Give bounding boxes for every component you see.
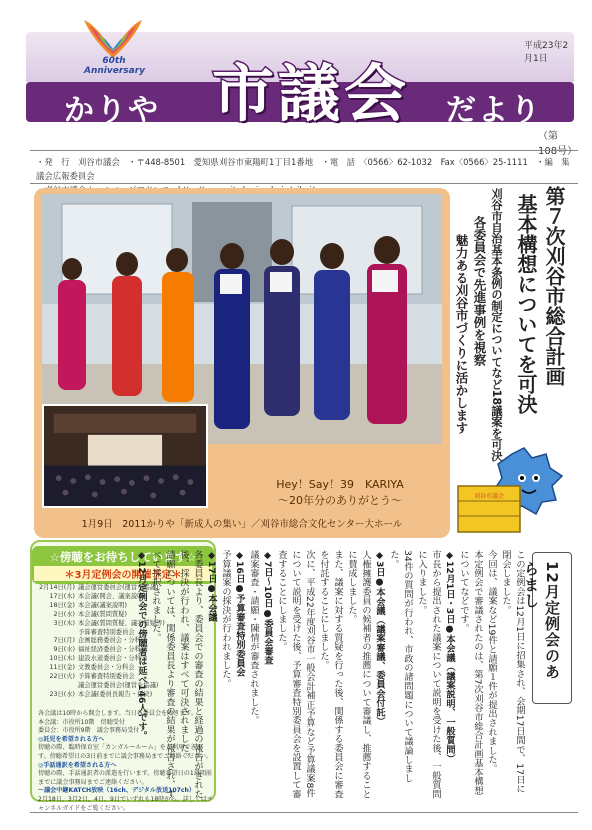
masthead xyxy=(26,10,578,157)
body-paragraph: 次に、平成22年度刈谷市一般会計補正予算など予算議案8件について説明を受けた後、予算審査特別委員会を設置して審査することにしました。 xyxy=(276,550,315,799)
body-heading: ◆17日●本会議 xyxy=(206,550,217,622)
title-dayori: だより xyxy=(446,93,542,128)
photo-caption: 1月9日 2011かりや「新成人の集い」／刈谷市総合文化センター大ホール xyxy=(81,519,403,530)
note-line: 本会議：市役所10階 傍聴受付 xyxy=(38,718,125,726)
schedule-text: 企画総務委員会・分科会 xyxy=(78,637,148,645)
divider xyxy=(30,150,578,151)
subheadline-3: 魅力ある刈谷市づくりに活かします xyxy=(454,234,469,434)
body-heading: ◆7日～10日●委員会審査 xyxy=(262,550,273,665)
body-heading: ◆3日●本会議（議案審議、委員会付託） xyxy=(374,550,385,726)
schedule-text: 建設水道委員会・分科会 xyxy=(78,655,148,663)
caption-subtitle-line: ～20年分のありがとう～ xyxy=(278,494,402,507)
schedule-text: 議会運営委員会(運営を協議) xyxy=(78,584,159,591)
subheadline-1: 刈谷市自治基本条例の制定についてなど18議案を可決 xyxy=(490,188,503,462)
note-line: 2月18日、3月2日、4日、9日でいずれも18時から。詳しくはチャンネルガイドをご覧ください。 xyxy=(38,795,214,812)
schedule-date: 17日(木) xyxy=(49,592,75,600)
schedule-text: 本会議(質問質疑) xyxy=(78,610,127,618)
title-kariya: かりや xyxy=(64,93,160,128)
schedule-text: 文教委員会・分科会 xyxy=(78,664,135,672)
schedule-text: 本会議(質問質疑、議案質疑等) xyxy=(78,619,165,627)
schedule-text: 本会議(開会、議案説明) xyxy=(78,592,146,600)
section-body xyxy=(136,550,526,800)
body-paragraph: 人権擁護委員の候補者の推薦について審議し、推薦することに賛成しました。 xyxy=(346,550,371,799)
schedule-date: 7日(月) xyxy=(53,637,75,645)
body-paragraph: 本定例会で審議されたのは、第7次刈谷市総合計画基本構想についてなどです。 xyxy=(458,550,483,796)
body-paragraph: 議案審査・請願・陳情が審査されました。 xyxy=(248,550,259,725)
photo-caption-title xyxy=(240,477,440,509)
schedule-text: 福祉経済委員会・分科会 xyxy=(78,646,148,654)
schedule-text: 予算審査特別委員会 xyxy=(78,628,135,636)
schedule-text: 議会運営委員会(運営を協議) xyxy=(78,681,159,689)
schedule-text: 本会議(委員長報告・採決) xyxy=(78,690,153,698)
divider xyxy=(30,812,578,813)
mascot-illustration xyxy=(452,446,564,536)
schedule-date: 18日(金) xyxy=(49,601,75,609)
notice-title: ☆傍聴をお待ちしています☆ xyxy=(49,550,197,564)
note-line: 各会議は10時から開会します。当日各委員会を除きます。 xyxy=(38,710,198,717)
hall-photo xyxy=(42,404,208,508)
note-line: 傍聴の際、臨時保育室「カンガルールーム」をご利用できます。傍聴希望日の3日前までに議会事務局までご連絡ください。 xyxy=(38,744,213,760)
publisher-line: ・発 行 刈谷市議会 ・〒448-8501 愛知県刈谷市東陽町1丁目1番地 ・電 話 〈0566〉62-1032 Fax〈0566〉25-1111 ・編 集 議会広報委員会 xyxy=(36,157,579,181)
schedule-date: 23日(水) xyxy=(49,690,75,698)
note-line: 委員会：市役所9階 議会事務局受付 xyxy=(38,727,140,735)
body-paragraph: また、議案に対する質疑を行った後、関係する委員会に審査を付託することにしました。 xyxy=(318,550,343,799)
schedule-text: 予算審査特別委員会 xyxy=(78,673,135,681)
body-heading: ◆12月定例会での傍聴者は延べ146人です。 xyxy=(136,550,147,741)
notice-subtitle: ＊3月定例会の開催予定＊ xyxy=(34,566,212,581)
headline-line-1: 第７次刈谷市総合計画 xyxy=(542,186,566,386)
schedule-date: 2月14日(月) xyxy=(39,584,75,591)
body-paragraph: 各委員長より、委員会での審査の結果と経過の報告がされた後、採決が行われ、議案はすべて可決されました。 xyxy=(178,550,203,799)
body-paragraph: 予算議案の採決が行われました。 xyxy=(220,550,231,688)
body-paragraph: この定例会は12月1日に招集され、会期17日間で、17日に閉会しました。 xyxy=(500,550,525,794)
section-title: 12月定例会のあらまし xyxy=(532,552,572,704)
logo-text: 60th Anniversary xyxy=(84,56,146,76)
schedule-date: 3日(木) xyxy=(53,619,75,627)
schedule-date: 11日(金) xyxy=(49,664,75,672)
body-paragraph: 市長から提出された議案について説明を受けた後、一般質問に入りました。 xyxy=(416,550,441,799)
schedule-text: 本会議(議案説明) xyxy=(78,601,127,609)
issue-number: （第108号） xyxy=(538,131,578,157)
body-paragraph: 請願については、関係委員長より審査の結果が報告され、すべて採択されました。 xyxy=(150,550,175,799)
caption-title-line: Hey！Say！39 KARIYA xyxy=(276,478,404,491)
note-heading: ◎手話通訳を希望される方へ xyxy=(38,761,117,769)
body-heading: ◆12月1日・3日●本会議（議案説明、一般質問） xyxy=(444,550,455,764)
schedule-date: 22日(火) xyxy=(49,673,75,681)
body-heading: ◆16日●予算審査特別委員会 xyxy=(234,550,245,677)
svg-text:刈谷市議会: 刈谷市議会 xyxy=(473,493,505,500)
divider xyxy=(30,183,578,184)
body-paragraph: 34件の質問が行われ、市政の諸問題について議論しました。 xyxy=(388,550,413,783)
note-line: 傍聴の際、手話通訳者の派遣を行います。傍聴希望日の1週間前までに議会事務局までご連絡ください。 xyxy=(38,770,213,786)
note-heading: ～議会中継KATCH放映（16ch、デジタル放送107ch） xyxy=(38,787,195,795)
body-paragraph: 今回は、議案など19件と請願１件が提出されました。 xyxy=(486,550,497,774)
schedule-date xyxy=(38,682,78,691)
title-shigikai: 市議会 xyxy=(212,57,411,130)
schedule-date: 2日(水) xyxy=(53,610,75,618)
issue-date: 平成23年2月1日 xyxy=(524,41,569,64)
headline-line-2: 基本構想についてを可決 xyxy=(514,194,538,414)
subheadline-2: 各委員会で先進事例を視察 xyxy=(472,216,487,366)
schedule-date: 9日(水) xyxy=(53,646,75,654)
note-heading: ◎託児を希望される方へ xyxy=(38,735,105,743)
schedule-date: 10日(木) xyxy=(49,655,75,663)
